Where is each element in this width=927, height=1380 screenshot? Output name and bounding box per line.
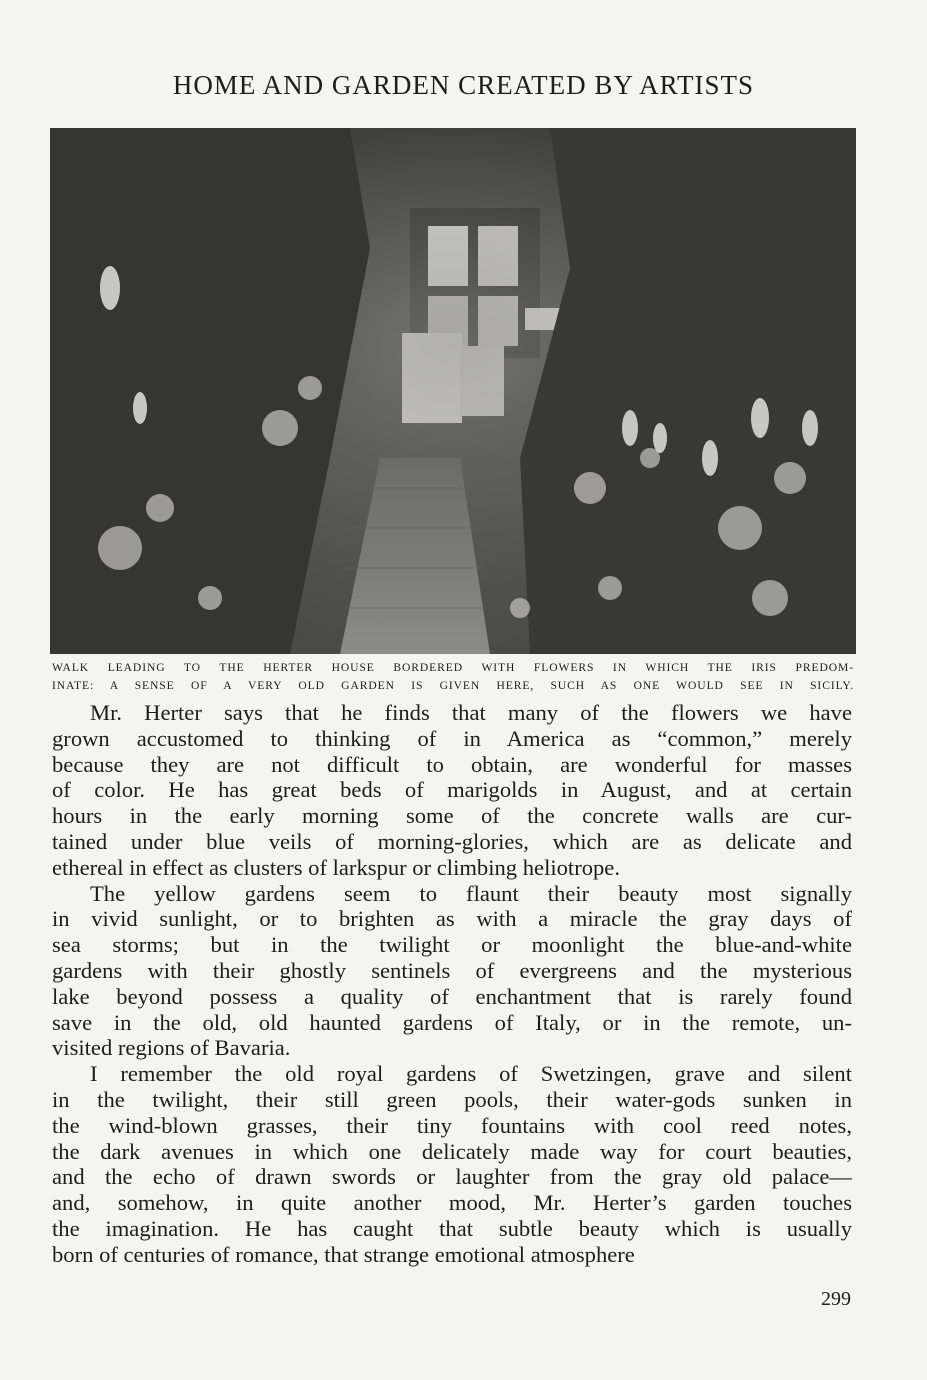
text-line: visited regions of Bavaria. — [52, 1035, 291, 1061]
text-line: the wind-blown grasses, their tiny fountains with cool reed notes, — [52, 1112, 852, 1138]
garden-walk-photo — [50, 128, 856, 654]
text-line: in vivid sunlight, or to brighten as with a miracle the gray days of — [52, 906, 852, 932]
page-number: 299 — [821, 1288, 851, 1310]
text-line: in the twilight, their still green pools, their water-gods sunken in — [52, 1086, 852, 1112]
text-line: hours in the early morning some of the concrete walls are cur- — [52, 803, 852, 829]
text-line: and the echo of drawn swords or laughter from the gray old palace— — [52, 1164, 852, 1190]
text-line: Mr. Herter says that he finds that many of the flowers we have — [90, 700, 852, 725]
caption-line: INATE: A SENSE OF A VERY OLD GARDEN IS GIVEN HERE, SUCH AS ONE WOULD SEE IN SICILY. — [52, 679, 854, 692]
text-line: tained under blue veils of morning-glories, which are as delicate and — [52, 828, 852, 854]
text-line: of color. He has great beds of marigolds in August, and at certain — [52, 777, 852, 803]
paragraph-1 — [52, 700, 852, 881]
caption-line: WALK LEADING TO THE HERTER HOUSE BORDERED WITH FLOWERS IN WHICH THE IRIS PREDOM- — [52, 661, 854, 674]
photo-illustration — [50, 128, 856, 654]
text-line: and, somehow, in quite another mood, Mr. Herter’s garden touches — [52, 1190, 852, 1216]
text-line: because they are not difficult to obtain, are wonderful for masses — [52, 751, 852, 777]
text-line: sea storms; but in the twilight or moonlight the blue-and-white — [52, 932, 852, 958]
running-title: HOME AND GARDEN CREATED BY ARTISTS — [172, 70, 755, 100]
text-line: gardens with their ghostly sentinels of evergreens and the mysterious — [52, 957, 852, 983]
text-line: The yellow gardens seem to flaunt their beauty most signally — [90, 880, 852, 906]
text-line: I remember the old royal gardens of Swetzingen, grave and silent — [90, 1061, 852, 1087]
text-line: save in the old, old haunted gardens of Italy, or in the remote, un- — [52, 1009, 852, 1035]
paragraph-3 — [52, 1061, 852, 1267]
text-line: the dark avenues in which one delicately made way for court beauties, — [52, 1138, 852, 1164]
article-body — [52, 700, 852, 1268]
text-line: ethereal in effect as clusters of larkspur or climbing heliotrope. — [52, 854, 620, 880]
text-line: the imagination. He has caught that subtle beauty which is usually — [52, 1215, 852, 1241]
paragraph-2 — [52, 881, 852, 1062]
text-line: born of centuries of romance, that strange emotional atmosphere — [52, 1241, 635, 1267]
text-line: lake beyond possess a quality of enchantment that is rarely found — [52, 983, 852, 1009]
text-line: grown accustomed to thinking of in America as “common,” merely — [52, 725, 852, 751]
figure-caption — [52, 659, 854, 695]
